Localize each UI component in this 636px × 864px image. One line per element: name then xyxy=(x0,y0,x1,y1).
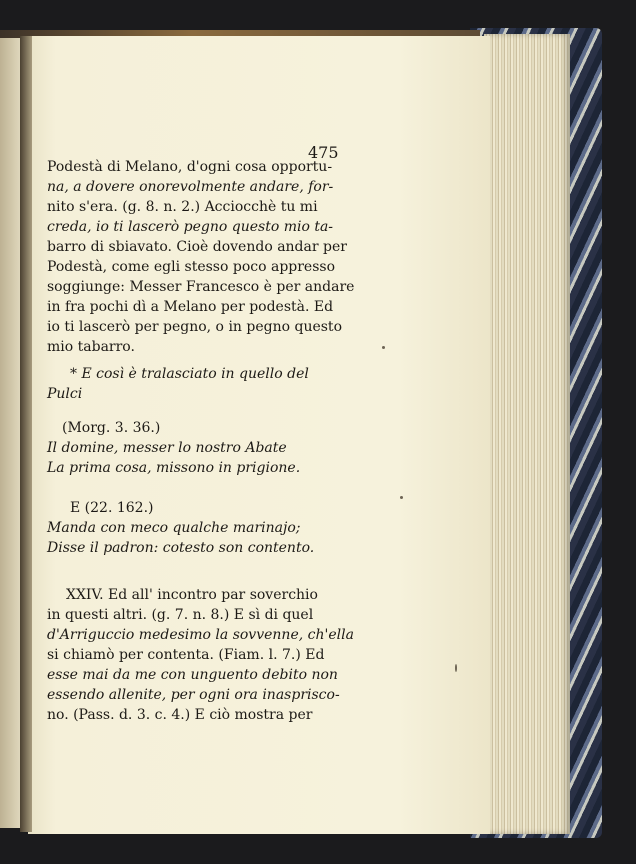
citation: (Morg. 3. 36.) xyxy=(62,420,161,436)
text-line: nito s'era. (g. 8. n. 2.) Acciocchè tu mi xyxy=(47,199,318,215)
text-line: XXIV. Ed all' incontro par soverchio xyxy=(66,587,318,603)
paper-speck xyxy=(455,664,457,672)
text-line: d'Arriguccio medesimo la sovvenne, ch'ella xyxy=(47,627,354,643)
text-line: Podestà di Melano, d'ogni cosa opportu- xyxy=(47,159,333,175)
text-line: creda, io ti lascerò pegno questo mio ta- xyxy=(47,219,334,235)
paper-speck xyxy=(382,346,385,349)
text-line: soggiunge: Messer Francesco è per andare xyxy=(47,279,355,295)
verse-line: Disse il padron: cotesto son contento. xyxy=(47,540,315,556)
text-line: Pulci xyxy=(47,386,83,402)
page-edges xyxy=(484,34,570,834)
verse-line: Il domine, messer lo nostro Abate xyxy=(47,440,287,456)
text-line: si chiamò per contenta. (Fiam. l. 7.) Ed xyxy=(47,647,325,663)
text-line: na, a dovere onorevolmente andare, for- xyxy=(47,179,334,195)
book-gutter xyxy=(20,36,32,832)
verse-line: Manda con meco qualche marinajo; xyxy=(47,520,301,536)
text-line: Podestà, come egli stesso poco appresso xyxy=(47,259,336,275)
text-line: * E così è tralasciato in quello del xyxy=(70,366,309,382)
paper-speck xyxy=(400,496,403,499)
text-line: essendo allenite, per ogni ora inasprisco- xyxy=(47,687,340,703)
text-line: esse mai da me con unguento debito non xyxy=(47,667,338,683)
citation: E (22. 162.) xyxy=(70,500,154,516)
text-line: in fra pochi dì a Melano per podestà. Ed xyxy=(47,299,334,315)
text-line: io ti lascerò per pegno, o in pegno questo xyxy=(47,319,342,335)
text-line: in questi altri. (g. 7. n. 8.) E sì di quel xyxy=(47,607,314,623)
page-number: 475 xyxy=(308,143,339,162)
text-line: no. (Pass. d. 3. c. 4.) E ciò mostra per xyxy=(47,707,313,723)
text-line: mio tabarro. xyxy=(47,339,135,355)
text-line: barro di sbiavato. Cioè dovendo andar per xyxy=(47,239,347,255)
verse-line: La prima cosa, missono in prigione. xyxy=(47,460,301,476)
